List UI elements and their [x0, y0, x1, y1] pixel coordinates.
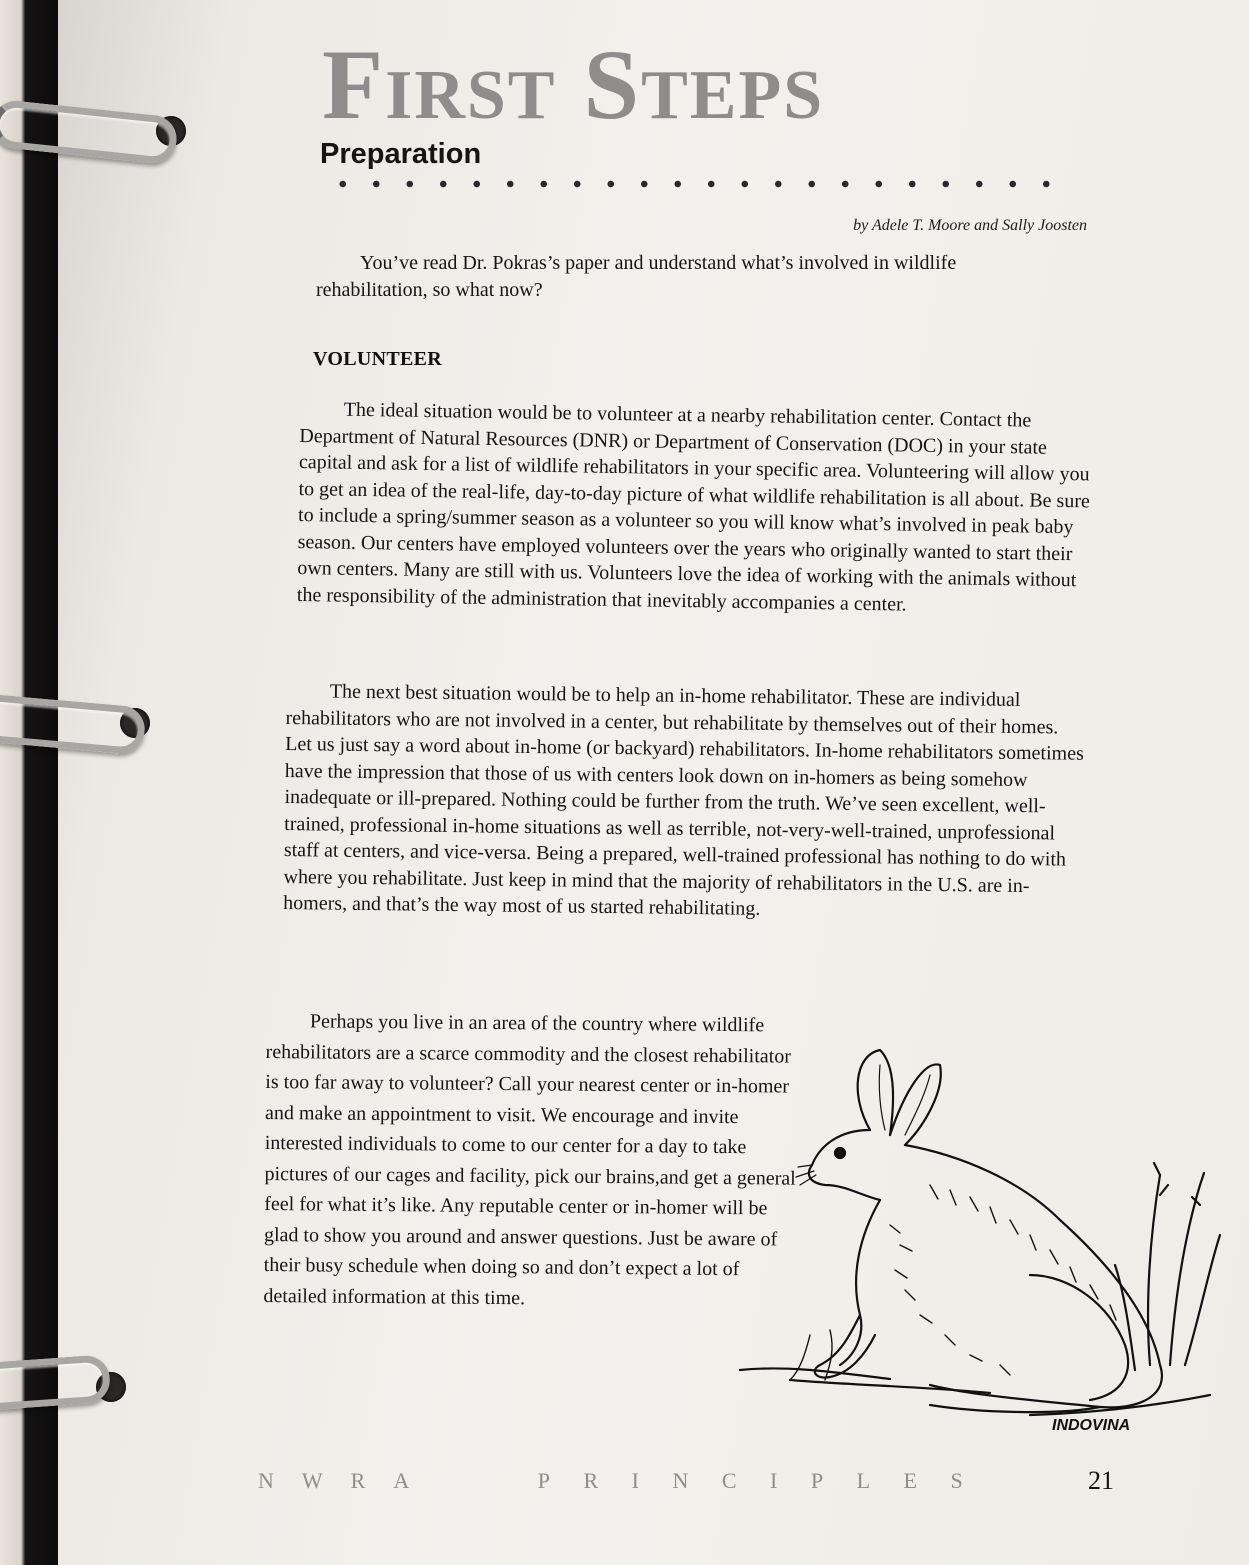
artist-signature: INDOVINA: [1052, 1417, 1131, 1434]
section-heading: VOLUNTEER: [313, 348, 442, 370]
byline: by Adele T. Moore and Sally Joosten: [853, 217, 1087, 234]
intro-text: You’ve read Dr. Pokras’s paper and understand what’s involved in wildlife rehabilitation, so what now?: [316, 252, 957, 301]
page-subtitle: Preparation: [320, 138, 482, 170]
footer-series: PRINCIPLES: [537, 1468, 997, 1493]
body-paragraph: [283, 678, 1086, 926]
paragraph-text: The ideal situation would be to volunteer at a nearby rehabilitation center. Contact the Department of Natural Resources (DNR) or Department of Conservation (DOC) in your state capital and ask for a list of wildlife rehabilitators in your specific area. Volunteering will allow you to get an idea of the real-life, day-to-day picture of what wildlife rehabilitation is all about. Be sure to include a spring/summer season as a volunteer so you will know what’s involved in peak baby season. Our centers have employed volunteers over the years who originally wanted to start their own centers. Many are still with us. Volunteers love the idea of working with the animals without the responsibility of the administration that inevitably accompanies a center.: [296, 398, 1091, 616]
running-footer: [258, 1468, 996, 1494]
page-number: 21: [1088, 1466, 1114, 1495]
paragraph-text: The next best situation would be to help an in-home rehabilitator. These are individual rehabilitators who are not involved in a center, but rehabilitate by themselves out of their homes. Let us just say a word about in-home (or backyard) rehabilitators. In-home rehabilitators sometimes have the impression that those of us with centers look down on in-homers as being somehow inadequate or ill-prepared. Nothing could be further from the truth. We’ve seen excellent, well-trained, professional in-home situations as well as terrible, not-very-well-trained, unprofessional staff at centers, and vice-versa. Being a prepared, well-trained professional has nothing to do with where you rehabilitate. Just keep in mind that the majority of rehabilitators in the U.S. are in-homers, and that’s the way most of us started rehabilitating.: [283, 680, 1084, 920]
body-paragraph: [263, 1006, 806, 1316]
rabbit-illustration: [730, 1035, 1230, 1435]
dotted-divider: [326, 176, 1056, 192]
page-title: First Steps: [322, 29, 825, 140]
body-paragraph: [297, 396, 1100, 621]
intro-paragraph: [316, 250, 1056, 303]
footer-publisher: NWRA: [258, 1468, 438, 1493]
paragraph-text: Perhaps you live in an area of the country where wildlife rehabilitators are a scarce commodity and the closest rehabilitator is too far away to volunteer? Call your nearest center or in-homer and make an appointment to visit. We encourage and invite interested individuals to come to our center for a day to take pictures of our cages and facility, pick our brains,and get a general feel for what it’s like. Any reputable center or in-homer will be glad to show you around and answer questions. Just be aware of their busy schedule when doing so and don’t expect a lot of detailed information at this time.: [263, 1010, 796, 1309]
